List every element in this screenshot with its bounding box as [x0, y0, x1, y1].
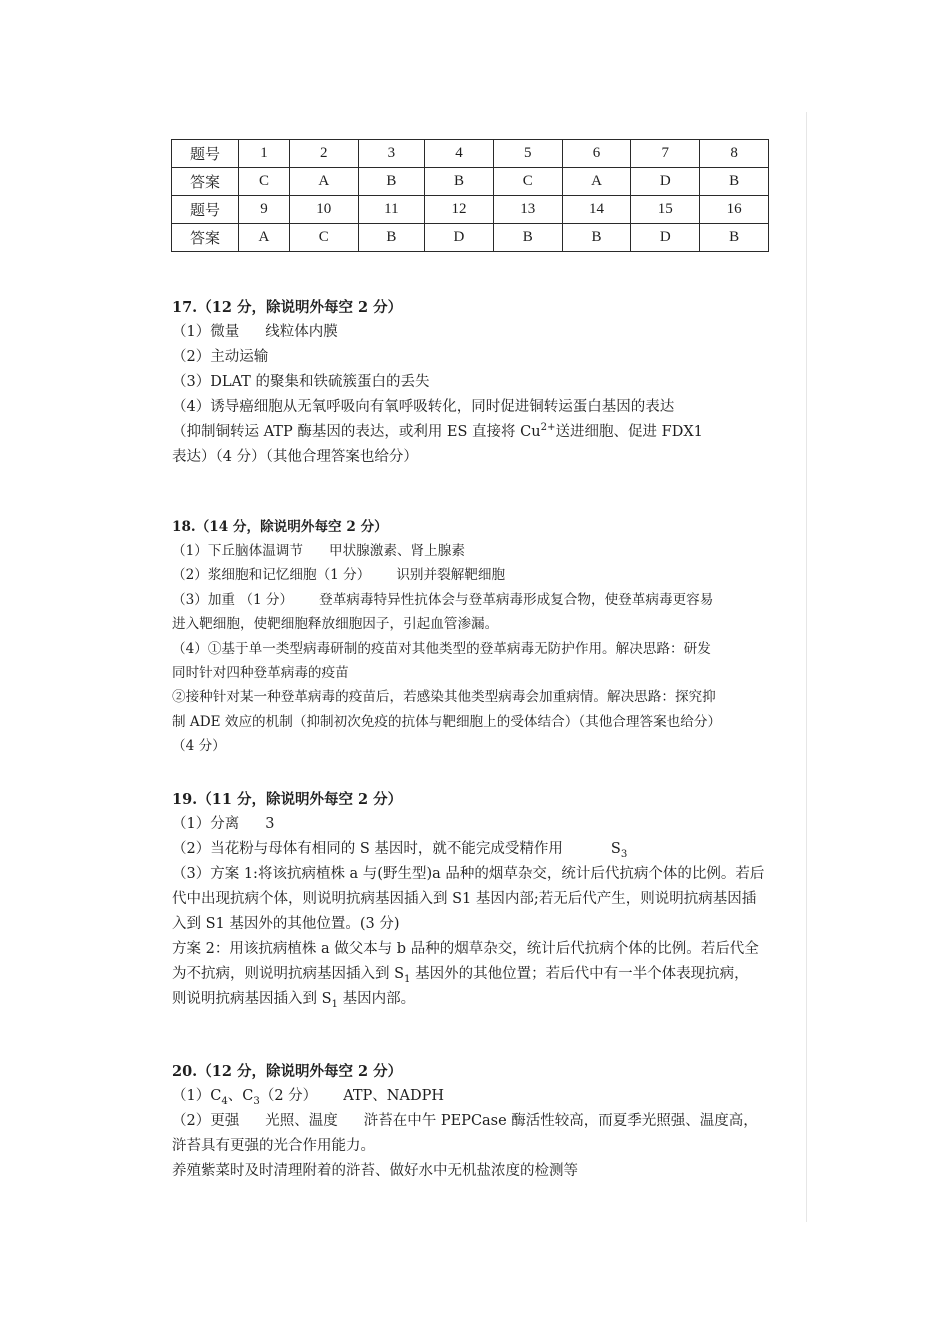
table-cell: 3 — [358, 140, 424, 168]
q17-cu-charge: 2+ — [540, 422, 556, 434]
q19-answer-3-line1: （3）方案 1:将该抗病植株 a 与(野生型)a 品种的烟草杂交，统计后代抗病个体的比例。若后 — [172, 866, 765, 882]
q19-answer-3-line2: 代中出现抗病个体，则说明抗病基因插入到 S1 基因内部;若无后代产生，则说明抗病基因插 — [172, 891, 757, 907]
q17-answer-3: （3）DLAT 的聚集和铁硫簇蛋白的丢失 — [172, 374, 430, 390]
q18-answer-3-cont: 进入靶细胞，使靶细胞释放细胞因子，引起血管渗漏。 — [172, 616, 499, 633]
question-20 — [172, 1060, 777, 1184]
question-19 — [172, 788, 777, 1012]
q18-answer-3b: 登革病毒特异性抗体会与登革病毒形成复合物，使登革病毒更容易 — [319, 591, 714, 608]
q18-answer-3 — [172, 588, 777, 612]
table-cell: A — [239, 224, 290, 252]
q19-answer-2-sub: 3 — [620, 848, 628, 860]
q19-answer-3-line5a: 为不抗病，则说明抗病基因插入到 S — [172, 966, 405, 982]
q18-answer-4-line2: 同时针对四种登革病毒的疫苗 — [172, 664, 349, 681]
q18-answer-2b: 识别并裂解靶细胞 — [396, 567, 506, 584]
q19-answer-3-line3: 入到 S1 基因外的其他位置。(3 分) — [172, 916, 400, 932]
q20-answer-1a: （1）C — [172, 1088, 222, 1104]
table-cell: A — [289, 168, 358, 196]
q18-answer-1b: 甲状腺激素、肾上腺素 — [329, 543, 465, 559]
table-cell: 9 — [239, 196, 290, 224]
q19-answer-2a: （2）当花粉与母体有相同的 S 基因时，就不能完成受精作用 — [172, 841, 563, 857]
q18-answer-1 — [172, 539, 777, 563]
q20-answer-1 — [172, 1084, 777, 1109]
table-row — [172, 140, 769, 168]
table-row — [172, 196, 769, 224]
q19-answer-1b: 3 — [265, 816, 275, 832]
table-cell: 2 — [289, 140, 358, 168]
q17-answer-4-line3: 表达）（4 分）（其他合理答案也给分） — [172, 449, 418, 465]
table-cell: B — [358, 224, 424, 252]
q18-answer-4-line4: 制 ADE 效应的机制（抑制初次免疫的抗体与靶细胞上的受体结合）（其他合理答案也给分） — [172, 713, 722, 730]
table-cell: B — [700, 168, 769, 196]
table-cell: 7 — [631, 140, 700, 168]
table-cell: B — [700, 224, 769, 252]
q17-answer-4-line2 — [172, 420, 777, 445]
q19-title: 19.（11 分，除说明外每空 2 分） — [172, 791, 403, 808]
table-cell: D — [631, 168, 700, 196]
q17-answer-2: （2）主动运输 — [172, 349, 269, 365]
q19-answer-1 — [172, 812, 777, 837]
table-cell: 10 — [289, 196, 358, 224]
q20-answer-1b: （2 分） — [259, 1088, 318, 1104]
q20-answer-3: 养殖紫菜时及时清理附着的浒苔、做好水中无机盐浓度的检测等 — [172, 1163, 578, 1179]
q18-title: 18.（14 分，除说明外每空 2 分） — [172, 519, 388, 535]
table-cell: 8 — [700, 140, 769, 168]
table-cell: B — [425, 168, 494, 196]
q19-answer-3-line6a: 则说明抗病基因插入到 S — [172, 991, 332, 1007]
q19-s1-sub-b: 1 — [331, 998, 338, 1010]
q20-answer-2c: 浒苔在中午 PEPCase 酶活性较高，而夏季光照强、温度高， — [363, 1113, 758, 1129]
table-cell: B — [358, 168, 424, 196]
table-cell: 12 — [425, 196, 494, 224]
table-cell: D — [425, 224, 494, 252]
q20-title: 20.（12 分，除说明外每空 2 分） — [172, 1063, 403, 1080]
q19-answer-3-line4: 方案 2：用该抗病植株 a 做父本与 b 品种的烟草杂交，统计后代抗病个体的比例。若后代全 — [172, 941, 759, 957]
table-cell: 15 — [631, 196, 700, 224]
question-18 — [172, 515, 777, 759]
q19-s1-sub-a: 1 — [404, 973, 411, 985]
q17-answer-1b: 线粒体内膜 — [265, 324, 338, 340]
table-row — [172, 168, 769, 196]
q19-answer-2b: S — [610, 841, 621, 857]
table-cell: 16 — [700, 196, 769, 224]
table-cell: 1 — [239, 140, 290, 168]
table-row-label: 答案 — [172, 168, 239, 196]
q19-answer-3-line5 — [172, 962, 777, 987]
q19-answer-1a: （1）分离 — [172, 816, 240, 832]
q18-answer-4-score: （4 分） — [172, 738, 226, 755]
q19-answer-3-line6 — [172, 987, 777, 1012]
table-row — [172, 224, 769, 252]
table-cell: 14 — [562, 196, 631, 224]
table-row-label: 答案 — [172, 224, 239, 252]
q20-c4-sub: 4 — [221, 1095, 228, 1107]
table-row-label: 题号 — [172, 196, 239, 224]
q17-answer-1a: （1）微量 — [172, 324, 240, 340]
q20-answer-1mid: 、C — [227, 1088, 254, 1104]
q20-answer-1c: ATP、NADPH — [343, 1088, 444, 1104]
table-cell: 4 — [425, 140, 494, 168]
q17-title: 17.（12 分，除说明外每空 2 分） — [172, 299, 403, 316]
table-cell: C — [289, 224, 358, 252]
table-cell: 13 — [493, 196, 562, 224]
table-cell: 11 — [358, 196, 424, 224]
table-cell: D — [631, 224, 700, 252]
table-cell: C — [239, 168, 290, 196]
q17-answer-4-line2b: 送进细胞、促进 FDX1 — [555, 424, 703, 440]
table-cell: B — [562, 224, 631, 252]
q17-answer-1 — [172, 320, 777, 345]
q18-answer-4-line3: ②接种针对某一种登革病毒的疫苗后，若感染其他类型病毒会加重病情。解决思路：探究抑 — [172, 689, 716, 706]
q18-answer-2a: （2）浆细胞和记忆细胞（1 分） — [172, 567, 371, 584]
q17-answer-4-line1: （4）诱导癌细胞从无氧呼吸向有氧呼吸转化，同时促进铜转运蛋白基因的表达 — [172, 399, 675, 415]
question-17 — [172, 296, 777, 470]
table-cell: A — [562, 168, 631, 196]
q19-answer-3-line6b: 基因内部。 — [338, 991, 416, 1007]
page-edge-line — [806, 112, 807, 1222]
table-cell: C — [493, 168, 562, 196]
q20-answer-2b: 光照、温度 — [265, 1113, 338, 1129]
q17-answer-4-line2a: （抑制铜转运 ATP 酶基因的表达，或利用 ES 直接将 Cu — [172, 424, 541, 440]
q18-answer-1a: （1）下丘脑体温调节 — [172, 543, 303, 559]
q19-answer-2 — [172, 837, 777, 862]
q18-answer-2 — [172, 563, 777, 587]
answer-table — [171, 139, 769, 252]
q18-answer-4-line1: （4）①基于单一类型病毒研制的疫苗对其他类型的登革病毒无防护作用。解决思路：研发 — [172, 640, 711, 657]
table-cell: 5 — [493, 140, 562, 168]
q20-answer-2 — [172, 1109, 777, 1134]
q20-answer-2a: （2）更强 — [172, 1113, 240, 1129]
table-cell: 6 — [562, 140, 631, 168]
q20-c3-sub: 3 — [253, 1095, 260, 1107]
table-cell: B — [493, 224, 562, 252]
q18-answer-3a: （3）加重 （1 分） — [172, 591, 294, 608]
q19-answer-3-line5b: 基因外的其他位置；若后代中有一半个体表现抗病， — [410, 966, 749, 982]
q20-answer-2-cont: 浒苔具有更强的光合作用能力。 — [172, 1138, 375, 1154]
table-row-label: 题号 — [172, 140, 239, 168]
